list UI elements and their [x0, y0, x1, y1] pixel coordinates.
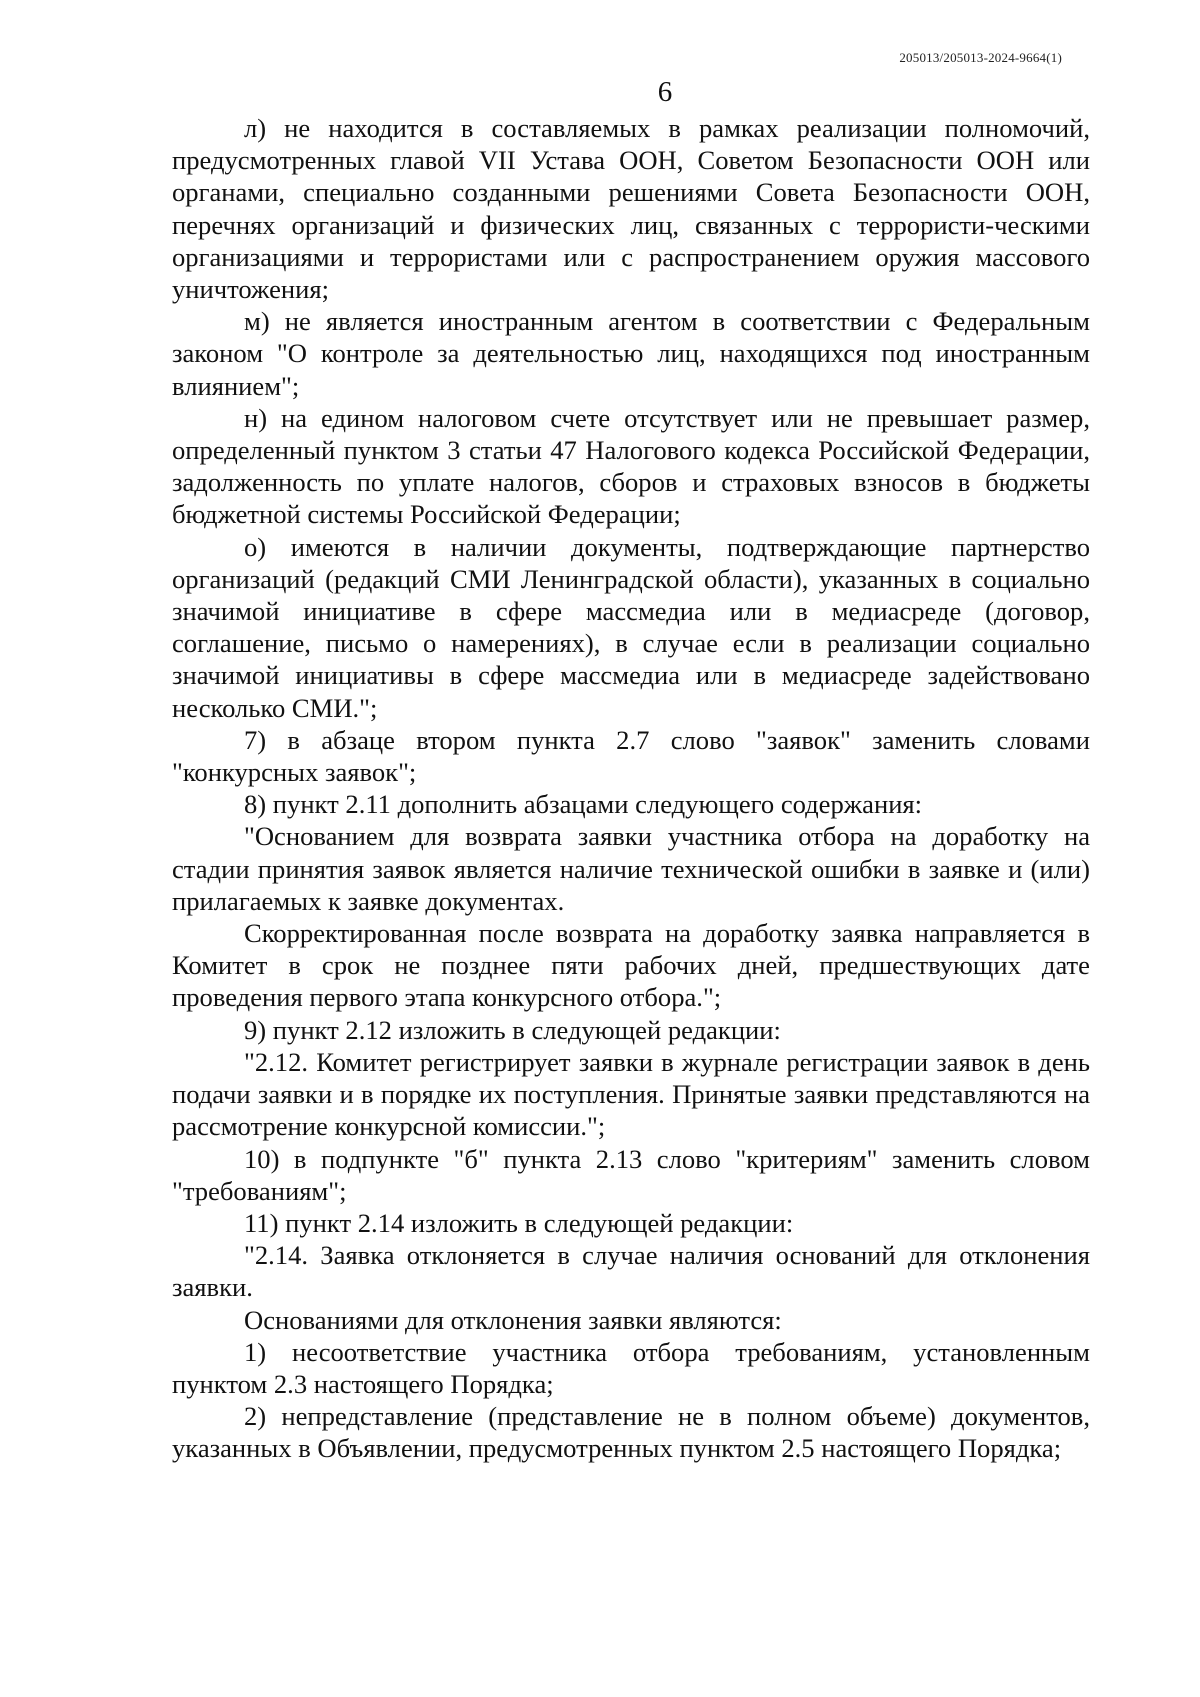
- paragraph-o: о) имеются в наличии документы, подтверждающие партнерство организаций (редакций СМИ Ленинградской области), указанных в социально значимой инициативе в сфере массмедиа или в медиасреде (договор, соглашение, письмо о намерениях), в случае если в реализации социально значимой инициативы в сфере массмедиа или в медиасреде задействовано несколько СМИ.";: [172, 531, 1090, 723]
- paragraph-2-14: "2.14. Заявка отклоняется в случае наличия оснований для отклонения заявки.: [172, 1240, 1090, 1303]
- paragraph-m: м) не является иностранным агентом в соответствии с Федеральным законом "О контроле за деятельностью лиц, находящихся под иностранным влиянием";: [172, 306, 1090, 401]
- paragraph-ground-1: 1) несоответствие участника отбора требованиям, установленным пунктом 2.3 настоящего Порядка;: [172, 1336, 1090, 1399]
- paragraph-item-10: 10) в подпункте "б" пункта 2.13 слово "критериям" заменить словом "требованиям";: [172, 1143, 1090, 1206]
- paragraph-l: л) не находится в составляемых в рамках реализации полномочий, предусмотренных главой VII Устава ООН, Советом Безопасности ООН или органами, специально созданными решениями Совета Безопасности ООН, перечнях организаций и физических лиц, связанных с террористи-ческими организациями и террористами или с распространением оружия массового уничтожения;: [172, 113, 1090, 305]
- paragraph-rejection-grounds: Основаниями для отклонения заявки являются:: [244, 1304, 782, 1335]
- paragraph-item-7: 7) в абзаце втором пункта 2.7 слово "заявок" заменить словами "конкурсных заявок";: [172, 724, 1090, 788]
- page-number: 6: [657, 76, 673, 108]
- document-body: [172, 112, 1090, 1465]
- paragraph-item-8: 8) пункт 2.11 дополнить абзацами следующего содержания:: [244, 789, 923, 820]
- paragraph-item-9: 9) пункт 2.12 изложить в следующей редакции:: [244, 1014, 781, 1045]
- paragraph-2-12: "2.12. Комитет регистрирует заявки в журнале регистрации заявок в день подачи заявки и в порядке их поступления. Принятые заявки представляются на рассмотрение конкурсной комиссии.";: [172, 1046, 1090, 1142]
- document-id: 205013/205013-2024-9664(1): [899, 50, 1062, 65]
- paragraph-item-11: 11) пункт 2.14 изложить в следующей редакции:: [244, 1207, 794, 1238]
- paragraph-n: н) на едином налоговом счете отсутствует или не превышает размер, определенный пунктом 3 статьи 47 Налогового кодекса Российской Федерации, задолженность по уплате налогов, сборов и страховых взносов в бюджеты бюджетной системы Российской Федерации;: [172, 402, 1090, 530]
- paragraph-corrected-application: Скорректированная после возврата на доработку заявка направляется в Комитет в срок не позднее пяти рабочих дней, предшествующих дате проведения первого этапа конкурсного отбора.";: [172, 918, 1090, 1013]
- paragraph-ground-2: 2) непредставление (представление не в полном объеме) документов, указанных в Объявлении, предусмотренных пунктом 2.5 настоящего Порядка;: [172, 1401, 1090, 1464]
- paragraph-return-basis: "Основанием для возврата заявки участника отбора на доработку на стадии принятия заявок является наличие технической ошибки в заявке и (или) прилагаемых к заявке документах.: [172, 821, 1090, 916]
